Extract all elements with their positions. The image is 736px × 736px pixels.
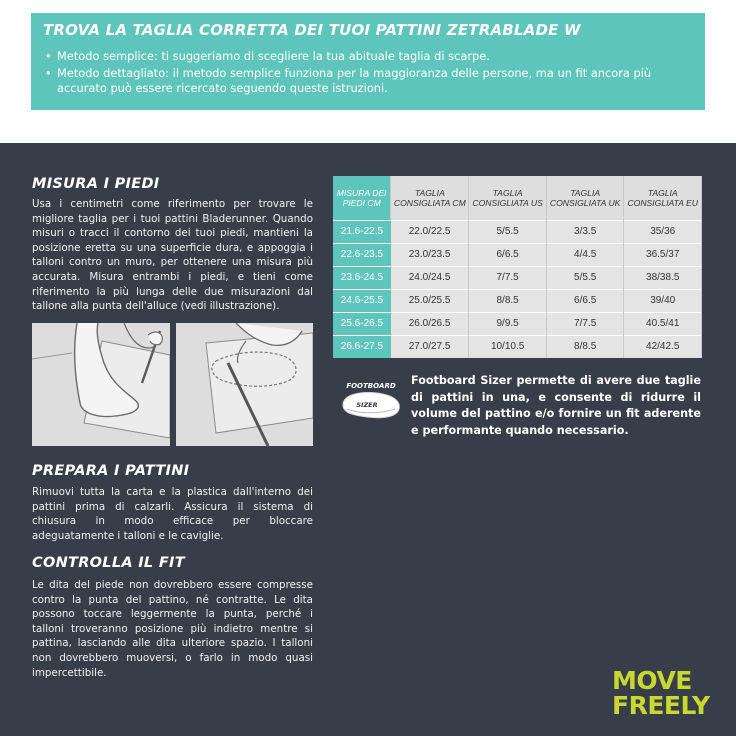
- table-cell: 35/36: [624, 220, 702, 243]
- table-cell: 8/8.5: [546, 335, 624, 358]
- prepare-text: Rimuovi tutta la carta e la plastica dall'interno dei pattini prima di calzarli. Assicura il sistema di chiusura in modo efficace per bloccare adeguatamente i talloni e le caviglie.: [32, 486, 313, 542]
- table-cell: 38/38.5: [624, 266, 702, 289]
- fit-text: Le dita del piede non dovrebbero essere compresse contro la punta del pattino, né contratte. Le dita possono toccare leggermente la punta, perché i talloni troveranno posizione più indietro mentre si pattina, lasciando alle dita ulteriore spazio. I talloni non dovrebbero muoversi, o farlo in modo quasi impercettibile.: [32, 579, 313, 679]
- table-cell: 25.0/25.5: [391, 289, 469, 312]
- table-cell: 10/10.5: [469, 335, 547, 358]
- table-cell: 39/40: [624, 289, 702, 312]
- brand-line-2: FREELY: [612, 691, 710, 720]
- table-cell: 23.0/23.5: [391, 243, 469, 266]
- table-cell: 4/4.5: [546, 243, 624, 266]
- footboard-sizer-text: Footboard Sizer permette di avere due taglie di pattini in una, e consente di ridurre il volume del pattino e/o fornire un fit aderente e performante quando necessario.: [411, 374, 701, 437]
- header-size-eu: TAGLIA CONSIGLIATA EU: [624, 176, 702, 220]
- size-chart-table: [333, 176, 702, 358]
- banner-bullet: • Metodo dettagliato: il metodo semplice funziona per la maggioranza delle persone, ma un fit ancora più accurato può essere ricercato seguendo queste istruzioni.: [43, 66, 693, 96]
- table-cell: 27.0/27.5: [391, 335, 469, 358]
- table-cell: 24.6-25.5: [333, 289, 391, 312]
- table-cell: 22.0/22.5: [391, 220, 469, 243]
- table-cell: 26.0/26.5: [391, 312, 469, 335]
- footboard-insole-icon: [337, 375, 405, 431]
- footboard-sizer-logo: [337, 375, 405, 431]
- foot-tracing-illustration: [32, 323, 170, 446]
- table-cell: 7/7.5: [546, 312, 624, 335]
- foot-tracing-drawing: [32, 323, 170, 446]
- intro-banner: [31, 13, 705, 110]
- header-size-cm: TAGLIA CONSIGLIATA CM: [391, 176, 469, 220]
- header-size-us: TAGLIA CONSIGLIATA US: [469, 176, 547, 220]
- table-cell: 23.6-24.5: [333, 266, 391, 289]
- table-row: [333, 312, 702, 335]
- measure-title: MISURA I PIEDI: [32, 176, 160, 192]
- banner-bullet: • Metodo semplice: ti suggeriamo di scegliere la tua abituale taglia di scarpe.: [43, 49, 693, 64]
- table-row: [333, 243, 702, 266]
- table-cell: 24.0/24.5: [391, 266, 469, 289]
- table-cell: 26.6-27.5: [333, 335, 391, 358]
- footboard-logo-line1: FOOTBOARD: [346, 382, 396, 390]
- table-row: [333, 335, 702, 358]
- table-cell: 25.6-26.5: [333, 312, 391, 335]
- table-cell: 5/5.5: [469, 220, 547, 243]
- table-cell: 3/3.5: [546, 220, 624, 243]
- header-size-uk: TAGLIA CONSIGLIATA UK: [546, 176, 624, 220]
- banner-bullet-list: [43, 49, 693, 96]
- table-cell: 5/5.5: [546, 266, 624, 289]
- table-cell: 21.6-22.5: [333, 220, 391, 243]
- table-cell: 7/7.5: [469, 266, 547, 289]
- table-cell: 36.5/37: [624, 243, 702, 266]
- banner-title: TROVA LA TAGLIA CORRETTA DEI TUOI PATTINI ZETRABLADE W: [43, 21, 581, 39]
- header-foot-measure: MISURA DEI PIEDI CM: [333, 176, 391, 220]
- brand-logo: [612, 668, 710, 718]
- table-cell: 8/8.5: [469, 289, 547, 312]
- table-cell: 6/6.5: [469, 243, 547, 266]
- table-row: [333, 220, 702, 243]
- table-row: [333, 266, 702, 289]
- table-cell: 40.5/41: [624, 312, 702, 335]
- table-cell: 22.6-23.5: [333, 243, 391, 266]
- footboard-logo-line2: SIZER: [356, 401, 378, 409]
- table-cell: 6/6.5: [546, 289, 624, 312]
- table-cell: 42/42.5: [624, 335, 702, 358]
- table-cell: 9/9.5: [469, 312, 547, 335]
- prepare-title: PREPARA I PATTINI: [32, 463, 190, 479]
- foot-measuring-illustration: [176, 323, 313, 446]
- brand-line-1: MOVE: [612, 666, 692, 695]
- fit-title: CONTROLLA IL FIT: [32, 555, 185, 571]
- measure-text: Usa i centimetri come riferimento per trovare le migliore taglia per i tuoi pattini Bladerunner. Quando misuri o tracci il contorno dei tuoi piedi, mantieni la posizione eretta su una superficie dura, e appoggia i talloni contro un muro, per ottenere una misura più accurata. Misura entrambi i piedi, e tieni come riferimento la più lunga delle due misurazioni dal tallone alla punta dell'alluce (vedi illustrazione).: [32, 198, 313, 313]
- size-chart-header-row: [333, 176, 702, 220]
- foot-measuring-drawing: [176, 323, 313, 446]
- instructions-panel: [0, 143, 736, 736]
- table-row: [333, 289, 702, 312]
